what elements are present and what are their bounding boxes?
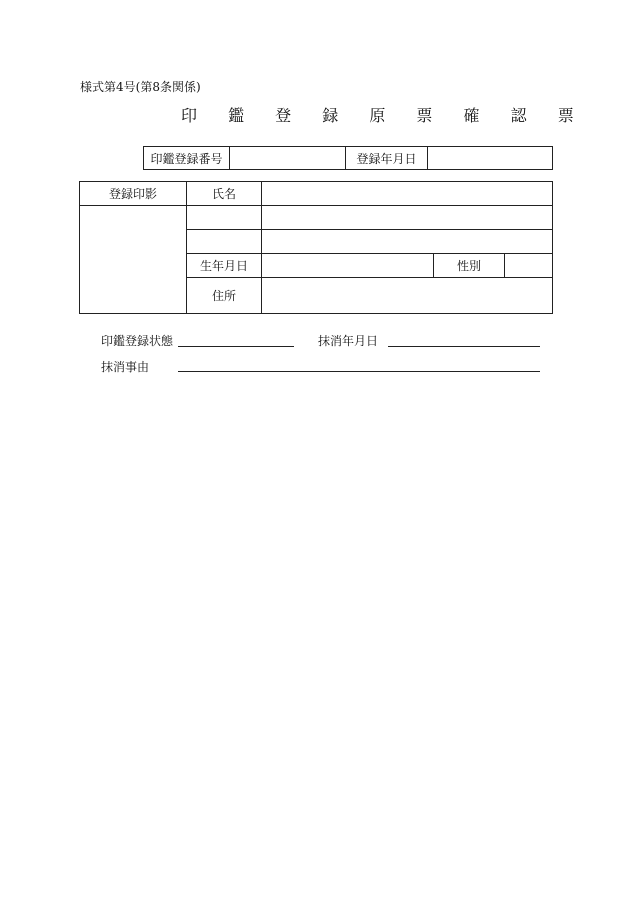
birthdate-label: 生年月日 bbox=[187, 254, 262, 278]
cancellation-reason-label: 抹消事由 bbox=[101, 360, 150, 374]
seal-impression-box[interactable] bbox=[80, 206, 187, 314]
form-reference: 様式第4号(第8条関係) bbox=[80, 80, 201, 94]
cancellation-reason-field[interactable] bbox=[178, 371, 540, 372]
name-field[interactable] bbox=[262, 182, 553, 206]
registration-date-field[interactable] bbox=[428, 147, 553, 170]
row3-label bbox=[187, 230, 262, 254]
address-label: 住所 bbox=[187, 278, 262, 314]
registration-row bbox=[144, 147, 553, 170]
registration-table bbox=[143, 146, 553, 170]
table-row bbox=[80, 206, 553, 230]
row2-field[interactable] bbox=[262, 206, 553, 230]
registration-number-label: 印鑑登録番号 bbox=[144, 147, 230, 170]
seal-status-field[interactable] bbox=[178, 346, 294, 347]
seal-status-label: 印鑑登録状態 bbox=[101, 334, 174, 348]
document-title: 印 鑑 登 録 原 票 確 認 票 bbox=[181, 106, 587, 125]
cancellation-date-field[interactable] bbox=[388, 346, 540, 347]
gender-field[interactable] bbox=[505, 254, 553, 278]
name-label: 氏名 bbox=[187, 182, 262, 206]
row2-label bbox=[187, 206, 262, 230]
cancellation-date-label: 抹消年月日 bbox=[318, 334, 379, 348]
table-row bbox=[80, 182, 553, 206]
birthdate-field[interactable] bbox=[262, 254, 434, 278]
row3-field[interactable] bbox=[262, 230, 553, 254]
main-info-table bbox=[79, 181, 553, 314]
gender-label: 性別 bbox=[434, 254, 505, 278]
seal-impression-label: 登録印影 bbox=[80, 182, 187, 206]
registration-number-field[interactable] bbox=[230, 147, 346, 170]
registration-date-label: 登録年月日 bbox=[346, 147, 428, 170]
address-field[interactable] bbox=[262, 278, 553, 314]
